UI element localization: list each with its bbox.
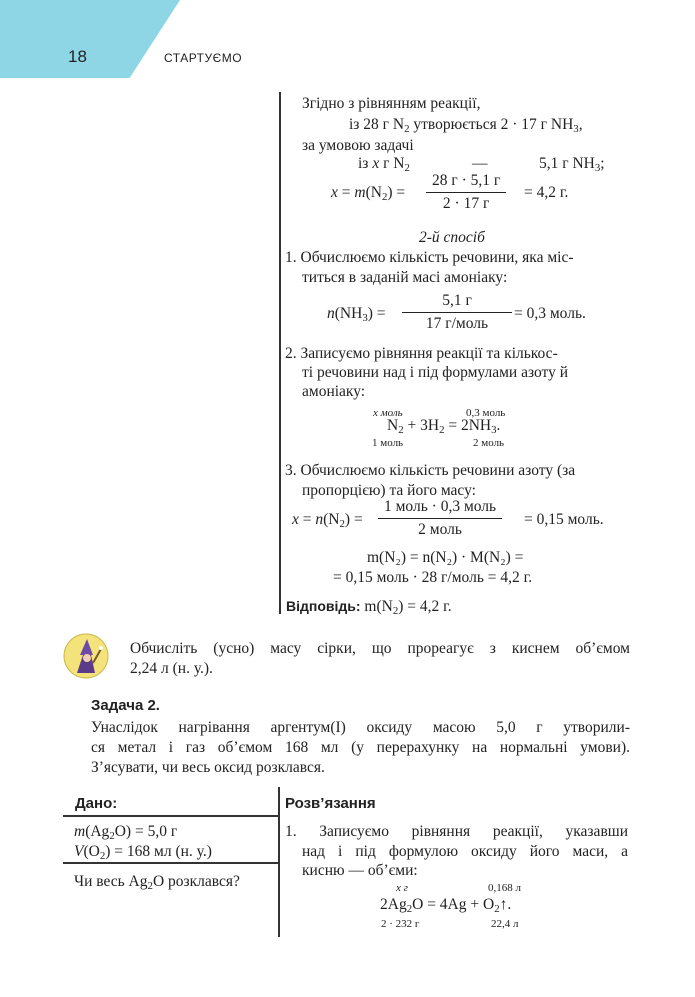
mass-equation: = 0,15 моль · 28 г/моль = 4,2 г. (333, 569, 533, 586)
task-title: Задача 2. (91, 697, 160, 714)
step-line: 2. Записуємо рівняння реакції та кількос- (285, 345, 558, 362)
step-line: пропорцією) та його масу: (302, 482, 476, 499)
reaction-equation: $2Ag_2O = 4Ag$ + $O_2↑$. (380, 896, 512, 915)
solution-line: за умовою задачі (302, 137, 414, 154)
oral-task-line: 2,24 л (н. у.). (130, 660, 213, 677)
step-line: 3. Обчислюємо кількість речовини азоту (за (285, 462, 576, 479)
task-line: З’ясувати, чи весь оксид розклався. (91, 759, 325, 776)
fraction-denominator: 17 г/моль (425, 315, 489, 332)
table-rule (63, 815, 279, 817)
reaction-annotation: 0,168 л (488, 882, 521, 894)
fraction-numerator: 28 г · 5,1 г (426, 172, 506, 193)
equation-result: = 0,15 моль. (524, 511, 604, 528)
step-line: титься в заданій масі амоніаку: (302, 269, 508, 286)
wizard-icon (63, 633, 109, 679)
step-line: 1. Обчислюємо кількість речовини, яка міс- (285, 249, 574, 266)
reaction-annotation: 2 моль (473, 437, 505, 449)
reaction-annotation: 2 · 232 г (381, 918, 420, 930)
solution-line: із 28 г $N_2$ утворюється 2 · 17 г $NH_3$, (349, 116, 583, 135)
fraction-numerator: 1 моль · 0,3 моль (378, 498, 502, 519)
solution-line: 1. Записуємо рівняння реакції, указавши (285, 823, 628, 840)
step-line: ті речовини над і під формулами азоту й (302, 364, 569, 381)
answer: Відповідь: $m(N_2) = 4,2$ г. (286, 598, 452, 617)
fraction-denominator: 2 · 17 г (442, 195, 490, 212)
solution-line: із x г $N_2$ (358, 155, 410, 174)
page-number: 18 (68, 47, 87, 66)
reaction-annotation: 1 моль (372, 437, 404, 449)
fraction (378, 498, 502, 539)
reaction-annotation: 0,3 моль (466, 407, 506, 419)
question: Чи весь $Ag_2O$ розклався? (74, 873, 240, 892)
header-band (0, 0, 180, 78)
equation-result: = 0,3 моль. (514, 305, 586, 322)
fraction-numerator: 5,1 г (402, 292, 512, 313)
equation-lhs: $x = m(N_2)$ = (331, 184, 406, 203)
solution-line: над і під формулою оксиду його маси, а (302, 843, 628, 860)
dash: — (472, 155, 488, 172)
section-title: СТАРТУЄМО (164, 51, 243, 65)
solution-line: Згідно з рівнянням реакції, (302, 95, 481, 112)
solution-line: 5,1 г $NH_3$; (539, 155, 605, 174)
reaction-equation: $N_2 + 3H_2 = 2NH_3$. (387, 417, 501, 436)
step-line: амоніаку: (302, 383, 366, 400)
oral-task-line: Обчисліть (усно) масу сірки, що прореагує з киснем об’ємом (130, 640, 630, 657)
task-line: ся метал і газ об’ємом 168 мл (у перерахунку на нормальні умови). (91, 739, 630, 756)
table-rule (63, 862, 279, 864)
solution-line: кисню — об’єми: (302, 862, 418, 879)
method-title: 2-й спосіб (419, 229, 485, 246)
fraction (402, 292, 512, 333)
equation-result: = 4,2 г. (524, 184, 569, 201)
equation-lhs: $x = n(N_2)$ = (292, 511, 363, 530)
reaction-annotation: 22,4 л (491, 918, 519, 930)
fraction-denominator: 2 моль (418, 521, 462, 538)
solution-header: Розв’язання (285, 795, 376, 812)
given-header: Дано: (75, 795, 118, 812)
solution-rule (279, 92, 281, 614)
task-line: Унаслідок нагрівання аргентум(I) оксиду масою 5,0 г утворили- (91, 719, 630, 736)
equation-lhs: $n(NH_3)$ = (327, 305, 386, 324)
mass-equation: m(N₂) = n(N₂) · M(N₂) = (367, 549, 524, 566)
fraction (426, 172, 506, 213)
reaction-annotation: x г (396, 882, 408, 894)
given-row: $m(Ag_2O) = 5,0$ г (74, 823, 178, 842)
answer-label: Відповідь: (286, 598, 361, 614)
reaction-annotation: x моль (373, 407, 403, 419)
given-row: $V(O_2) = 168$ мл (н. у.) (74, 843, 212, 862)
